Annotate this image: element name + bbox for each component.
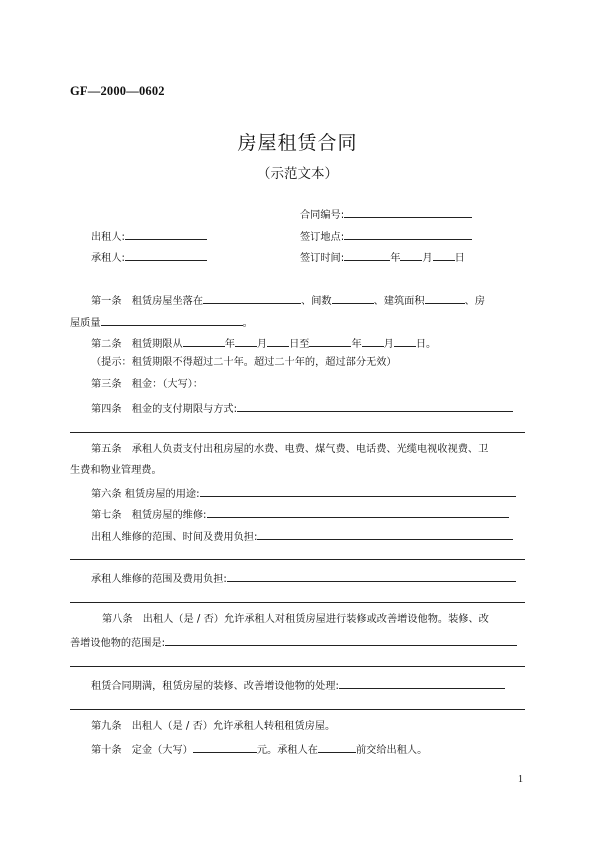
clause-6-text: 第六条 租赁房屋的用途: (91, 489, 200, 500)
contract-no-field[interactable] (300, 206, 472, 223)
period: 。 (242, 318, 253, 329)
contract-no-blank[interactable] (344, 206, 472, 218)
lessee-field[interactable] (91, 249, 207, 266)
sign-time-field[interactable] (300, 249, 465, 266)
lessor-blank[interactable] (125, 228, 207, 240)
clause-4 (91, 400, 513, 417)
sign-month-blank[interactable] (400, 249, 422, 261)
document-code: GF—2000—0602 (70, 84, 165, 98)
clause-8-scope-text: 善增设他物的范围是: (70, 638, 166, 649)
location-blank[interactable] (203, 292, 301, 304)
expiry-handling-blank[interactable] (339, 677, 505, 689)
lessee-repair-blank[interactable] (227, 570, 516, 582)
deposit-unit-text: 元。承租人在 (256, 745, 318, 756)
lessee-repair-text: 承租人维修的范围及费用负担: (91, 574, 227, 585)
lessor-repair (91, 528, 513, 545)
lessee-repair (91, 570, 516, 587)
payment-blank[interactable] (237, 400, 513, 412)
sign-time-label: 签订时间: (300, 253, 345, 264)
year-label: 年 (224, 339, 235, 350)
month-label: 月 (256, 339, 268, 350)
sign-place-label: 签订地点: (300, 232, 345, 243)
clause-5-line-2: 生费和物业管理费。 (70, 465, 162, 476)
blank-line[interactable] (70, 432, 525, 433)
blank-line[interactable] (70, 559, 525, 560)
term-hint: （提示：租赁期限不得超过二十年。超过二十年的，超过部分无效） (91, 357, 397, 368)
contract-no-label: 合同编号: (300, 210, 345, 221)
lessor-repair-text: 出租人维修的范围、时间及费用负担: (91, 532, 258, 543)
deposit-tail-text: 前交给出租人。 (356, 745, 428, 756)
clause-3: 第三条 租金：（大写）： (91, 379, 204, 390)
page-number: 1 (518, 774, 523, 785)
clause-1-tail: 、房 (464, 296, 485, 307)
end-day-blank[interactable] (394, 335, 416, 347)
deposit-label: 第十条 定金（大写） (91, 745, 193, 756)
quality-label: 屋质量 (70, 318, 101, 329)
clause-1-line-2 (70, 314, 253, 331)
area-label: 、建筑面积 (373, 296, 425, 307)
area-blank[interactable] (425, 292, 465, 304)
clause-2-text: 第二条 租赁期限从 (91, 339, 183, 350)
sign-day-blank[interactable] (433, 249, 455, 261)
clause-8-line-2 (70, 634, 517, 651)
clause-10 (91, 741, 427, 758)
sign-year-blank[interactable] (344, 249, 390, 261)
end-month-blank[interactable] (362, 335, 384, 347)
sign-place-field[interactable] (300, 228, 472, 245)
rooms-label: 、间数 (301, 296, 332, 307)
rooms-blank[interactable] (332, 292, 374, 304)
lessee-label: 承租人: (91, 253, 125, 264)
blank-line[interactable] (70, 666, 525, 667)
document-subtitle: （示范文本） (257, 166, 338, 182)
blank-line[interactable] (70, 602, 525, 603)
clause-8-expiry (91, 677, 505, 694)
lessor-label: 出租人: (91, 232, 125, 243)
deposit-amount-blank[interactable] (193, 741, 257, 753)
quality-blank[interactable] (101, 314, 243, 326)
end-year-blank[interactable] (309, 335, 351, 347)
clause-1-text: 第一条 租赁房屋坐落在 (91, 296, 204, 307)
clause-7-text: 第七条 租赁房屋的维修: (91, 510, 207, 521)
month-label: 月 (422, 253, 433, 264)
clause-8-expiry-text: 租赁合同期满，租赁房屋的装修、改善增设他物的处理: (91, 681, 339, 692)
clause-7 (91, 506, 509, 523)
clause-5-line-1: 第五条 承租人负责支付出租房屋的水费、电费、煤气费、电话费、光缆电视收视费、卫 (91, 444, 489, 455)
clause-4-text: 第四条 租金的支付期限与方式: (91, 404, 238, 415)
lessor-repair-blank[interactable] (257, 528, 513, 540)
deposit-date-blank[interactable] (318, 741, 356, 753)
clause-6 (91, 485, 516, 502)
lessee-blank[interactable] (125, 249, 207, 261)
year-label: 年 (351, 339, 362, 350)
blank-line[interactable] (70, 709, 525, 710)
day-end-label: 日。 (415, 339, 437, 350)
start-day-blank[interactable] (267, 335, 289, 347)
year-label: 年 (390, 253, 401, 264)
clause-8-line-1: 第八条 出租人（是 / 否）允许承租人对租赁房屋进行装修或改善增设他物。装修、改 (102, 614, 489, 625)
day-to-label: 日至 (289, 339, 310, 350)
improvement-scope-blank[interactable] (165, 634, 517, 646)
repair-blank[interactable] (207, 506, 509, 518)
lessor-field[interactable] (91, 228, 207, 245)
clause-2 (91, 335, 436, 352)
document-title: 房屋租赁合同 (237, 132, 358, 154)
clause-9: 第九条 出租人（是 / 否）允许承租人转租租赁房屋。 (91, 721, 336, 732)
clause-1-line-1 (91, 292, 485, 309)
start-month-blank[interactable] (235, 335, 257, 347)
day-label: 日 (454, 253, 465, 264)
month-label: 月 (383, 339, 394, 350)
usage-blank[interactable] (200, 485, 516, 497)
sign-place-blank[interactable] (344, 228, 472, 240)
start-year-blank[interactable] (183, 335, 225, 347)
